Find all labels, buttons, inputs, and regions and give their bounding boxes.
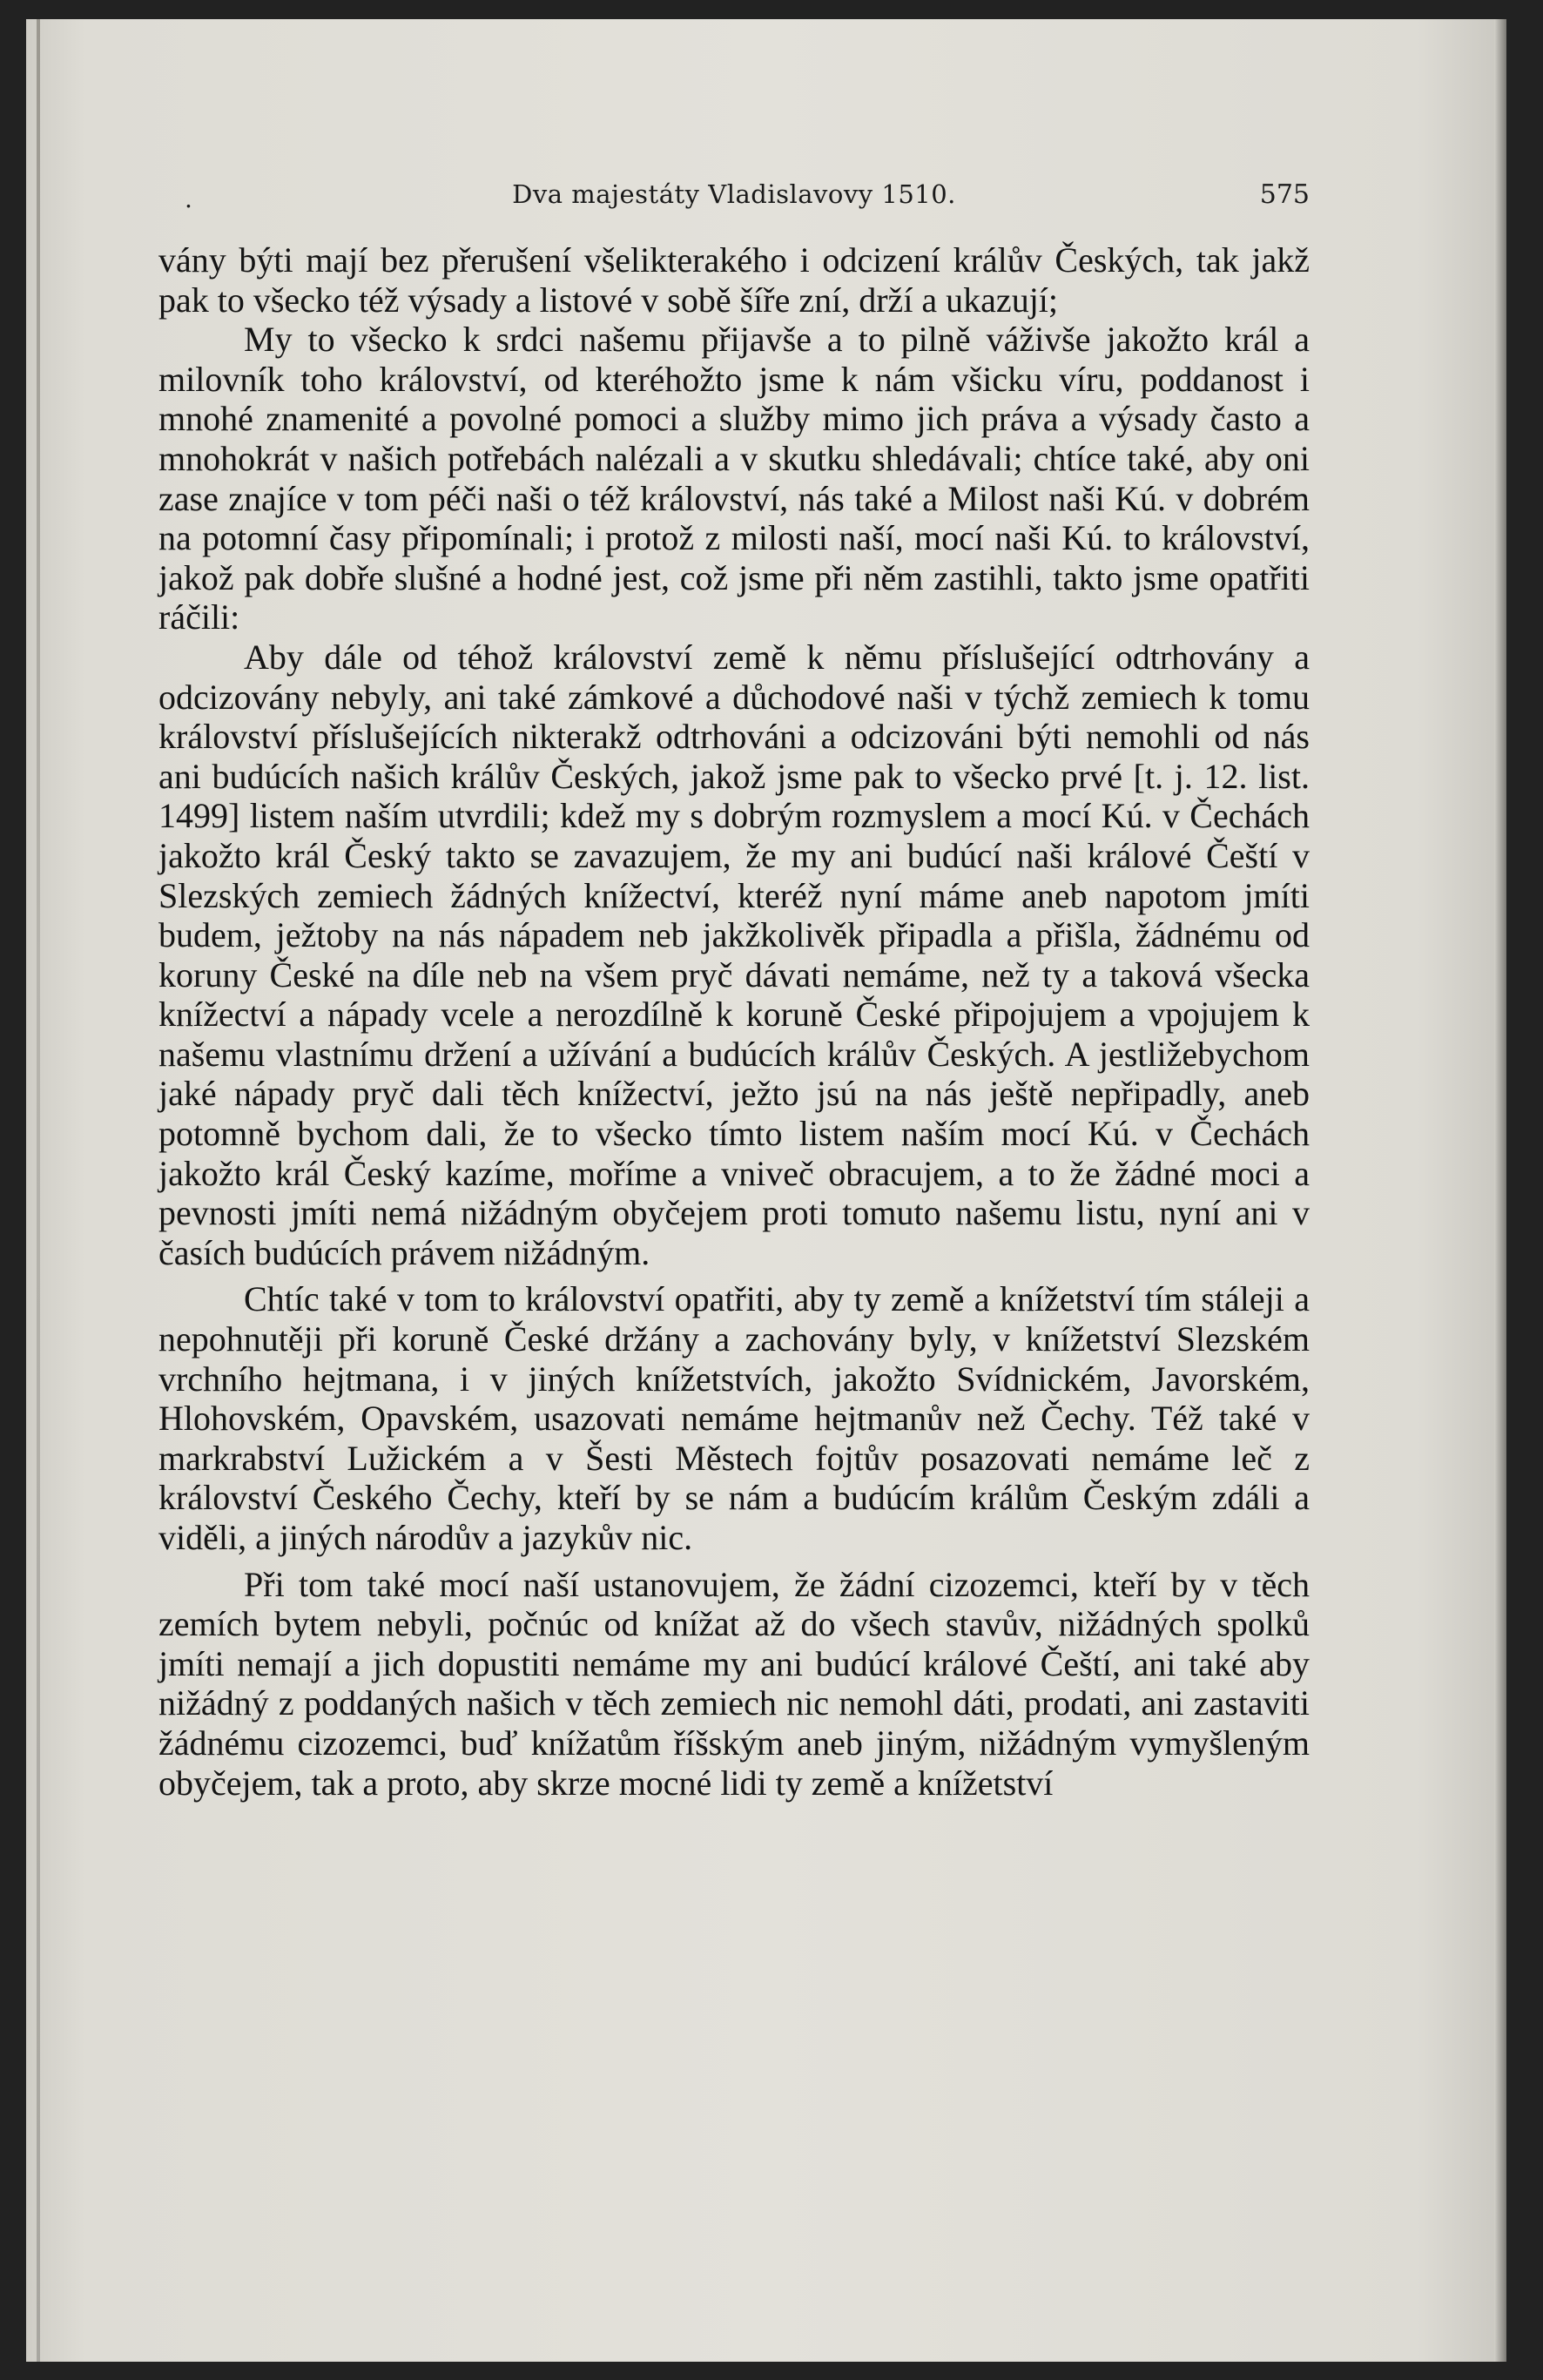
body-text [158,240,1310,1803]
paragraph-5: Při tom také mocí naší ustanovujem, že žádní cizozemci, kteří by v těch zemích bytem nebyli, počnúc od knížat až do všech stavův, nižádných spolků jmíti nemají a jich dopustiti nemáme my ani budúcí králové Čeští, ani také aby nižádný z poddaných našich v těch zemiech nic nemohl dáti, prodati, ani zastaviti žádnému cizozemci, buď knížatům říšským aneb jiným, nižádným vymyšleným obyčejem, tak a proto, aby skrze mocné lidi ty země a knížetství [158,1564,1310,1803]
paragraph-4: Chtíc také v tom to království opatřiti, aby ty země a knížetství tím stáleji a nepohnutěji při koruně České držány a zachovány byly, v knížetství Slezském vrchního hejtmana, i v jiných knížetstvích, jakožto Svídnickém, Javorském, Hlohovském, Opavském, usazovati nemáme hejtmanův než Čechy. Též také v markrabství Lužickém a v Šesti Městech fojtův posazovati nemáme leč z království Českého Čechy, kteří by se nám a budúcím králům Českým zdáli a viděli, a jiných národův a jazykův nic. [158,1279,1310,1557]
header-mark: . [185,185,192,213]
paragraph-2: My to všecko k srdci našemu přijavše a to pilně váživše jakožto král a milovník toho království, od kteréhožto jsme k nám všicku víru, poddanost i mnohé znamenité a povolné pomoci a služby mimo jich práva a výsady často a mnohokrát v našich potřebách nalézali a v skutku shledávali; chtíce také, aby oni zase znajíce v tom péči naši o též království, nás také a Milost naši Kú. v dobrém na potomní časy připomínali; i protož z milosti naší, mocí naši Kú. to království, jakož pak dobře slušné a hodné jest, což jsme při něm zastihli, takto jsme opatřiti ráčili: [158,320,1310,637]
page-number: 575 [1259,179,1310,210]
running-title: Dva majestáty Vladislavovy 1510. [512,179,956,209]
paragraph-3: Aby dále od téhož království země k němu příslušející odtrhovány a odcizovány nebyly, ani také zámkové a důchodové naši v týchž zemiech k tomu království příslušejících nikterakž odtrhováni a odcizováni býti nemohli od nás ani budúcích našich králův Českých, jakož jsme pak to všecko prvé [t. j. 12. list. 1499] listem naším utvrdili; kdež my s dobrým rozmyslem a mocí Kú. v Čechách jakožto král Český takto se zavazujem, že my ani budúcí naši králové Čeští v Slezských zemiech žádných knížectví, kteréž nyní máme aneb napotom jmíti budem, ježtoby na nás nápadem neb jakžkolivěk připadla a přišla, žádnému od koruny České na díle neb na všem pryč dávati nemáme, než ty a taková všecka knížectví a nápady vcele a nerozdílně k koruně České připojujem a vpojujem k našemu vlastnímu držení a užívání a budúcích králův Českých. A jestližebychom jaké nápady pryč dali těch knížectví, ježto jsú na nás ještě nepřipadly, aneb potomně bychom dali, že to všecko tímto listem naším mocí Kú. v Čechách jakožto král Český kazíme, mořímе a vniveč obracujem, a to že žádné moci a pevnosti jmíti nemá nižádným obyčejem proti tomuto našemu listu, nyní ani v časích budúcích právem nižádným. [158,637,1310,1272]
page-gutter [37,19,40,2362]
paragraph-1: vány býti mají bez přerušení všelikterakého i odcizení králův Českých, tak jakž pak to všecko též výsady a listové v sobě šíře zní, drží a ukazují; [158,240,1310,320]
page-edge [1494,19,1506,2362]
running-header [158,179,1310,214]
